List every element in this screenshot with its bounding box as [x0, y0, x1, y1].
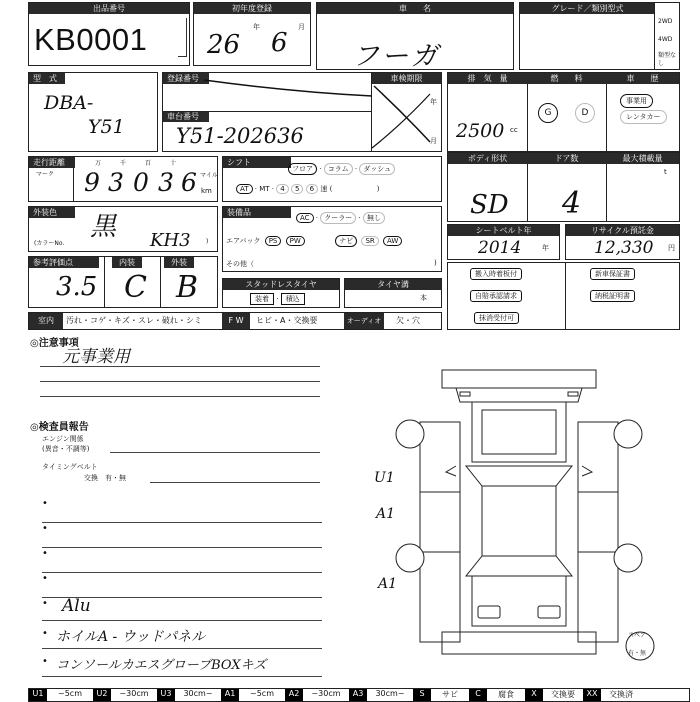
doc-warranty: 新車保証書: [590, 268, 635, 280]
equipment-other: その他（: [226, 260, 254, 268]
shift-row2: AT · MT · 4 5 6 速 ( ): [236, 184, 380, 194]
audio-text: 欠・穴: [396, 316, 420, 325]
legend-val-x: 交換要: [551, 690, 575, 699]
shift-column: コラム: [324, 163, 353, 175]
history-commercial-label: 事業用: [626, 97, 647, 105]
mileage-unit-km: km: [201, 187, 212, 195]
fw-label: F W: [222, 313, 250, 329]
bullet-3: •: [42, 656, 48, 667]
bullet-1-text: Alu: [62, 596, 91, 616]
color-close: ): [206, 238, 209, 245]
legend-val-a1: ~5cm: [250, 689, 274, 698]
exterior-label: 外装: [164, 257, 194, 268]
inspection-label: 車検期限: [372, 73, 441, 84]
inspector-title: ◎検査員報告: [30, 422, 89, 433]
bullet-3-text: コンソールカエスグローブBOXキズ: [56, 658, 267, 673]
mileage-unit-miles: マイル: [200, 172, 218, 179]
legend-key-a1: A1: [221, 689, 239, 701]
wheel-rl: [396, 544, 424, 572]
fw-text: ヒビ・A・交換要: [256, 316, 318, 325]
legend-val-a3: 30cm~: [375, 689, 405, 698]
lot-bracket: [178, 18, 187, 57]
equipment-row1: AC · クーラー · 無し: [296, 212, 385, 224]
grade-label: グレード／類別型式: [520, 3, 655, 14]
notes-lines: [40, 366, 320, 397]
color-value: 黒: [90, 212, 117, 242]
model-label: 型 式: [29, 73, 65, 84]
notes-value: 元事業用: [62, 347, 130, 367]
mark-a1-rear: A1: [378, 576, 398, 592]
mileage-digit-4: 3: [158, 168, 174, 197]
docs-divider: [565, 263, 566, 329]
left-side: [420, 422, 460, 642]
mileage-unit-hyaku: 百: [145, 160, 152, 167]
mileage-digit-2: 3: [108, 168, 124, 197]
recycle-unit: 円: [668, 244, 675, 252]
grade-2wd: 2WD: [658, 18, 673, 25]
legend-key-u1: U1: [29, 689, 47, 701]
load-unit: t: [664, 168, 667, 176]
model-value-2: Y51: [88, 116, 125, 138]
right-side: [578, 422, 618, 642]
legend-key-u3: U3: [157, 689, 175, 701]
wheel-fr: [614, 420, 642, 448]
shift-paren-close: ): [376, 185, 380, 193]
chassis-label: 車台番号: [163, 111, 209, 122]
fuel-d-label: D: [581, 108, 589, 118]
displacement-value: 2500: [456, 120, 505, 142]
history-commercial: [620, 94, 653, 108]
score-value: 3.5: [56, 272, 98, 302]
mileage-mark-box: [29, 168, 74, 201]
mileage-digit-5: 6: [181, 168, 197, 197]
legend-key-a3: A3: [349, 689, 367, 701]
audio-label: オーディオ: [344, 313, 384, 329]
mark-a1-front: A1: [376, 506, 396, 522]
chassis-value: Y51-202636: [176, 124, 304, 148]
body-value: SD: [470, 190, 509, 220]
history-rental-label: レンタカー: [626, 113, 661, 121]
seatbelt-value: 2014: [478, 238, 522, 258]
legend-key-a2: A2: [285, 689, 303, 701]
studless-label: スタッドレスタイヤ: [223, 279, 339, 290]
legend-val-xx: 交換済: [609, 690, 633, 699]
color-label: 外装色: [29, 207, 75, 218]
shift-at: AT: [236, 184, 253, 194]
mark-u1: U1: [374, 470, 395, 486]
interior-cond-label: 室内: [29, 313, 63, 329]
equipment-label: 装備品: [223, 207, 291, 218]
equip-ps: PS: [265, 236, 282, 246]
hood: [472, 402, 566, 462]
wheel-rr: [614, 544, 642, 572]
bullet-2-text: ホイルA - ウッドパネル: [56, 629, 206, 645]
score-label: 参考評価点: [29, 257, 99, 268]
bullet-2: •: [42, 628, 48, 639]
bullet-lines: • • • •: [42, 498, 322, 598]
first-reg-label: 初年度登録: [194, 3, 310, 14]
equip-pw: PW: [286, 236, 305, 246]
fuel-g: [538, 103, 558, 123]
bullet-1-line: [42, 620, 322, 621]
exterior-value: B: [176, 270, 199, 305]
shift-4: 4: [276, 184, 288, 194]
car-diagram: [370, 362, 690, 672]
mileage-digit-3: 0: [133, 168, 149, 197]
recycle-label: リサイクル預託金: [566, 225, 679, 236]
equipment-row2: [226, 235, 402, 247]
shift-5: 5: [291, 184, 303, 194]
recycle-value: 12,330: [594, 238, 654, 258]
equip-aw: AW: [383, 236, 402, 246]
timing-line: [150, 482, 320, 483]
spec-div2: [606, 84, 607, 151]
legend-key-s: S: [413, 689, 431, 701]
equipment-other-close: ): [434, 259, 437, 267]
inspection-month-unit: 月: [430, 137, 437, 145]
timing-sub: 交換 有・無: [84, 474, 126, 482]
history-label: 車 歴: [606, 73, 679, 84]
spare-value: 有・無: [628, 650, 647, 657]
legend-key-u2: U2: [93, 689, 111, 701]
timing-label: タイミングベルト: [42, 463, 98, 471]
engine-label: エンジン関係: [42, 435, 84, 443]
grade-divider: [654, 3, 655, 69]
doors-value: 4: [562, 186, 582, 221]
mileage-unit-man: 万: [95, 160, 102, 167]
shift-dash: ダッシュ: [359, 163, 395, 175]
equip-ac: AC: [296, 213, 314, 223]
shift-row1: フロア · コラム · ダッシュ: [288, 163, 395, 175]
bullet-3-line: [42, 676, 322, 677]
equip-none: 無し: [363, 212, 385, 224]
legend-val-u3: 30cm~: [183, 689, 213, 698]
spec-div1: [527, 84, 528, 151]
mileage-digit-1: 9: [84, 168, 100, 197]
equip-navi: ナビ: [335, 235, 357, 247]
first-reg-month: 6: [271, 28, 288, 58]
doc-tax: 納税証明書: [590, 290, 635, 302]
seatbelt-unit: 年: [542, 244, 549, 252]
fuel-g-label: G: [544, 108, 552, 118]
load-label: 最大積載量: [606, 153, 679, 164]
score-div2: [160, 257, 161, 307]
legend-key-x: X: [525, 689, 543, 701]
legend-key-xx: XX: [583, 689, 601, 701]
spare-label: スペア: [628, 632, 647, 639]
roof: [482, 486, 556, 556]
first-reg-month-unit: 月: [298, 23, 305, 31]
color-sublabel: (カラーNo.: [34, 240, 65, 247]
studless-loaded: 積込: [281, 293, 305, 305]
mileage-unit-juu: 十: [170, 160, 177, 167]
legend-val-a2: ~30cm: [311, 689, 341, 698]
bullet-1: •: [42, 598, 48, 609]
color-code: KH3: [150, 230, 191, 251]
wheel-fl: [396, 420, 424, 448]
inspection-year-unit: 年: [430, 98, 437, 106]
rear-glass: [466, 556, 572, 576]
grade-none: 類型なし: [658, 52, 677, 67]
equip-cooler: クーラー: [320, 212, 356, 224]
doors-label: ドア数: [527, 153, 606, 164]
strike-lines: [162, 72, 442, 152]
equip-airbag: エアバック: [226, 237, 261, 245]
shift-speed: 速: [320, 185, 328, 193]
interior-value: C: [124, 270, 147, 305]
body-div2: [606, 164, 607, 221]
mileage-label: 走行距離: [29, 157, 75, 168]
first-reg-year-unit: 年: [253, 23, 260, 31]
body-label: ボディ形状: [448, 153, 527, 164]
legend-val-c: 腐食: [498, 690, 514, 699]
shift-label: シフト: [223, 157, 291, 168]
engine-sub: (異音・不調等): [42, 445, 90, 453]
bullet-2-line: [42, 648, 322, 649]
legend-val-u1: ~5cm: [58, 689, 82, 698]
interior-cond-text: 汚れ・コゲ・キズ・スレ・破れ・シミ: [66, 316, 202, 325]
doc-delivery: 搬入時着板付: [470, 268, 522, 280]
first-reg-year: 26: [207, 30, 241, 60]
score-div1: [104, 257, 105, 307]
studless-options: 装着 · 積込: [250, 293, 305, 305]
model-value-1: DBA-: [44, 92, 94, 114]
lot-number: KB0001: [34, 22, 148, 57]
engine-line: [110, 452, 320, 453]
reg-no-label: 登録番号: [163, 73, 209, 84]
equip-sr: SR: [361, 236, 378, 246]
legend-val-s: サビ: [442, 690, 458, 699]
shift-floor: フロア: [288, 163, 317, 175]
front-bumper: [442, 370, 596, 388]
displacement-unit: cc: [510, 126, 518, 134]
fuel-label: 燃 料: [527, 73, 606, 84]
rear-bumper: [442, 632, 596, 654]
grade-4wd: 4WD: [658, 36, 673, 43]
tire-unit: 本: [420, 294, 427, 302]
seatbelt-label: シートベルト年: [448, 225, 559, 236]
body-div1: [527, 164, 528, 221]
car-name-value: フーガ: [352, 41, 441, 72]
legend-key-c: C: [469, 689, 487, 701]
notes-title: ◎注意事項: [30, 338, 79, 349]
fuel-d: [575, 103, 595, 123]
doc-deregister: 抹消受付可: [474, 312, 519, 324]
car-name-label: 車 名: [317, 3, 513, 14]
lot-label: 出品番号: [29, 3, 189, 14]
interior-label: 内装: [112, 257, 142, 268]
shift-mt: MT: [259, 185, 270, 193]
mileage-unit-sen: 千: [120, 160, 127, 167]
shift-paren-open: (: [329, 185, 333, 193]
displacement-label: 排 気 量: [448, 73, 527, 84]
doc-insurance: 自賠承認請求: [470, 290, 522, 302]
windshield: [466, 466, 572, 486]
tire-label: タイヤ溝: [345, 279, 441, 290]
mileage-mark: マーク: [36, 171, 55, 178]
legend-val-u2: ~30cm: [119, 689, 149, 698]
history-rental: [620, 110, 667, 124]
shift-6: 6: [306, 184, 318, 194]
studless-mounted: 装着: [250, 293, 274, 305]
